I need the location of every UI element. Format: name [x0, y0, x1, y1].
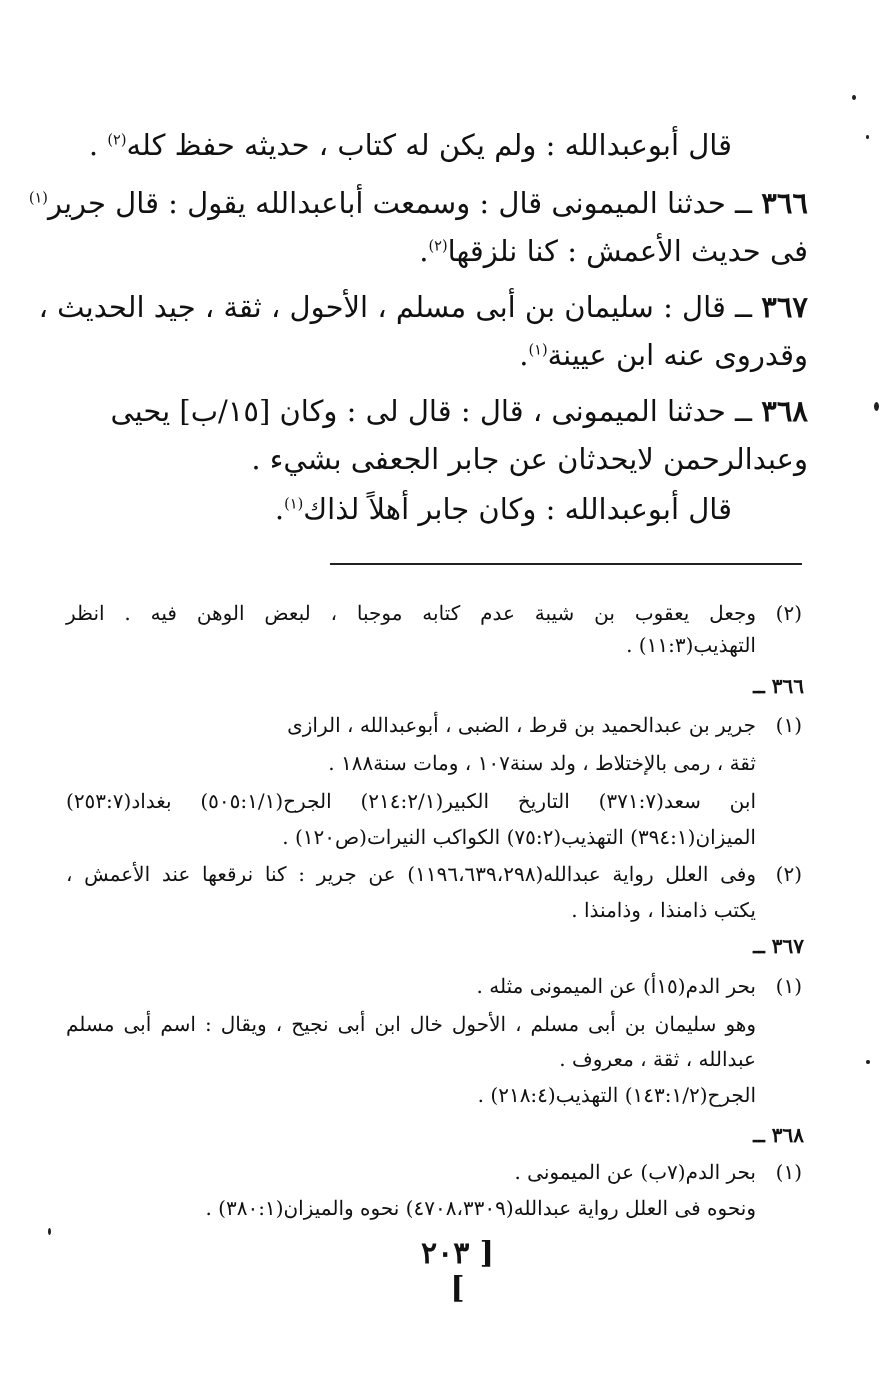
footnote-marker: (١) [775, 713, 802, 737]
scan-speck [866, 135, 869, 139]
entry-dash: ــ [725, 290, 762, 324]
footnote-line: ونحوه فى العلل رواية عبدالله(٤٧٠٨،٣٣٠٩) نحوه والميزان(٣٨٠:١) . [205, 1196, 756, 1220]
entry-dash: ــ [725, 186, 762, 220]
scan-speck [874, 402, 879, 411]
main-text: قال : سليمان بن أبى مسلم ، الأحول ، ثقة ، جيد الحديث ، [38, 290, 726, 324]
scan-speck [852, 95, 856, 100]
main-text: . [88, 128, 108, 162]
footnote-ref: (٢) [428, 238, 448, 255]
footnote-separator [330, 563, 802, 565]
footnote-line: وهو سليمان بن أبى مسلم ، الأحول خال ابن أبى نجيح ، ويقال : اسم أبى مسلم [66, 1012, 756, 1036]
entry-number: ٣٦٧ [761, 290, 808, 324]
footnote-line: الجرح(١٤٣:١/٢) التهذيب(٢١٨:٤) . [477, 1083, 756, 1107]
footnote-line: الميزان(٣٩٤:١) التهذيب(٧٥:٢) الكواكب النيرات(ص١٢٠) . [282, 825, 756, 849]
footnote-line: يكتب ذامنذا ، وذامنذا . [571, 898, 756, 922]
footnote-line: بحر الدم(١٥أ) عن الميمونى مثله . [476, 974, 756, 998]
footnote-line: جرير بن عبدالحميد بن قرط ، الضبى ، أبوعبدالله ، الرازى [287, 713, 756, 737]
main-text: فى حديث الأعمش : كنا نلزقها [447, 234, 808, 268]
main-text: . [419, 234, 429, 268]
main-text: . [519, 338, 529, 372]
entry-number: ٣٦٨ [761, 394, 808, 428]
scan-speck [866, 1060, 870, 1064]
footnote-heading-366: ٣٦٦ ــ [753, 674, 804, 698]
footnote-marker: (١) [775, 974, 802, 998]
entry-368-line-1 [110, 394, 808, 428]
entry-367-line-1 [38, 290, 808, 324]
main-text: حدثنا الميمونى ، قال : قال لى : وكان [١٥/ب] يحيى [110, 394, 726, 428]
footnote-line: ثقة ، رمى بالإختلاط ، ولد سنة١٠٧ ، ومات سنة١٨٨ . [328, 751, 756, 775]
footnote-line: ابن سعد(٣٧١:٧) التاريخ الكبير(٢١٤:٢/١) الجرح(٥٠٥:١/١) بغداد(٢٥٣:٧) [66, 789, 757, 813]
footnote-heading-367: ٣٦٧ ــ [753, 934, 804, 958]
footnote-ref: (١) [528, 342, 548, 359]
footnote-line: عبدالله ، ثقة ، معروف . [559, 1047, 756, 1071]
footnote-line: التهذيب(١١:٣) . [626, 633, 756, 657]
page-number: [ ٢٠٣ ] [421, 1236, 494, 1306]
footnote-line: وفى العلل رواية عبدالله(١١٩٦،٦٣٩،٢٩٨) عن جرير : كنا نرقعها عند الأعمش ، [66, 862, 756, 886]
footnote-ref: (٢) [107, 132, 127, 149]
entry-number: ٣٦٦ [761, 186, 808, 220]
entry-368-line-2 [251, 442, 808, 476]
footnote-line: وجعل يعقوب بن شيبة عدم كتابه موجبا ، لبعض الوهن فيه . انظر [66, 601, 756, 625]
entry-368-line-3 [275, 492, 732, 526]
footnote-heading-368: ٣٦٨ ــ [753, 1123, 804, 1147]
scan-speck [48, 1228, 51, 1235]
footnote-marker: (١) [775, 1160, 802, 1184]
main-text: قال أبوعبدالله : وكان جابر أهلاً لذاك [303, 492, 732, 526]
main-line-1 [89, 128, 732, 162]
entry-367-line-2 [519, 338, 808, 372]
main-text: حدثنا الميمونى قال : وسمعت أباعبدالله يقول : قال جرير [47, 186, 726, 220]
entry-366-line-1 [28, 186, 808, 220]
footnote-line: بحر الدم(٧ب) عن الميمونى . [514, 1160, 756, 1184]
main-text: وقدروى عنه ابن عيينة [547, 338, 808, 372]
footnote-marker: (٢) [775, 862, 802, 886]
entry-366-line-2 [419, 234, 808, 268]
footnote-ref: (١) [28, 190, 48, 207]
footnote-ref: (١) [284, 496, 304, 513]
main-text: قال أبوعبدالله : ولم يكن له كتاب ، حديثه حفظ كله [126, 128, 732, 162]
main-text: . [274, 492, 285, 526]
entry-dash: ــ [725, 394, 762, 428]
footnote-marker: (٢) [775, 601, 802, 625]
main-text: وعبدالرحمن لايحدثان عن جابر الجعفى بشيء . [251, 442, 808, 476]
